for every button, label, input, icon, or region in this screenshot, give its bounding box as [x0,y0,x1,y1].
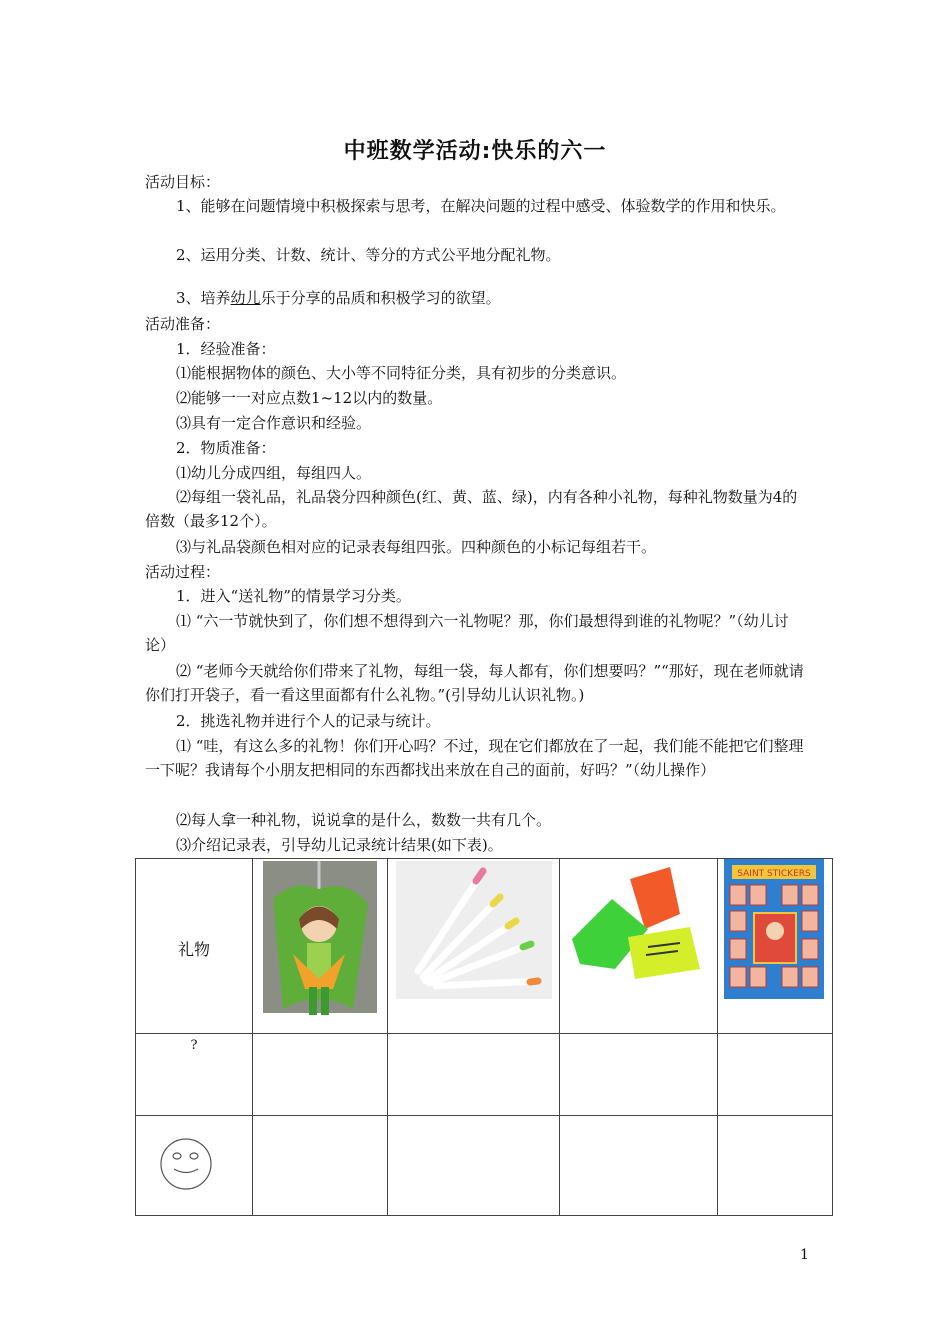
proc-1: 1．进入“送礼物”的情景学习分类。 [176,587,411,605]
count-label-cell [136,1034,253,1116]
gift-cell-pens [388,859,560,1034]
count-label: ? [190,1038,198,1053]
count-cell [560,1034,718,1116]
goal-3 [176,286,501,310]
proc-2b: ⑵每人拿一种礼物，说说拿的是什么，数数一共有几个。 [176,811,552,829]
smile-cell [560,1116,718,1216]
prep-1: 1．经验准备： [176,340,276,358]
table-row-smile [136,1116,833,1216]
prep-1b: ⑵能够一一对应点数1~12以内的数量。 [176,389,443,407]
gift-cell-stickers [718,859,833,1034]
page-title: 中班数学活动:快乐的六一 [343,139,607,164]
goal-3-post: 乐于分享的品质和积极学习的欲望。 [260,289,501,307]
smiley-face-icon [136,1116,251,1214]
process-heading: 活动过程： [145,563,221,581]
count-cell [253,1034,388,1116]
gift-cell-erasers [560,859,718,1034]
erasers-image [560,859,716,1032]
prep-2c: ⑶与礼品袋颜色相对应的记录表每组四张。四种颜色的小标记每组若干。 [176,538,657,556]
prep-2a: ⑴幼儿分成四组，每组四人。 [176,464,372,482]
colored-pens-image [388,859,558,1032]
proc-1b: ⑵ “老师今天就给你们带来了礼物，每组一袋，每人都有，你们想要吗？”“那好，现在老师就请你们打开袋子，看一看这里面都有什么礼物。”(引导幼儿认识礼物。) [145,662,804,704]
goal-1: 1、能够在问题情境中积极探索与思考，在解决问题的过程中感受、体验数学的作用和快乐。 [176,197,786,215]
sticker-title: SAINT STICKERS [737,869,811,879]
smile-label-cell [136,1116,253,1216]
smile-cell [718,1116,833,1216]
prep-heading: 活动准备： [145,315,221,333]
goal-2: 2、运用分类、计数、统计、等分的方式公平地分配礼物。 [176,246,561,264]
goal-3-pre: 3、培养 [176,289,231,307]
count-cell [388,1034,560,1116]
doll-keychain-image [253,859,386,1032]
page-number: 1 [800,1247,809,1263]
proc-2c: ⑶介绍记录表，引导幼儿记录统计结果(如下表)。 [176,836,503,854]
proc-2a: ⑴ “哇，有这么多的礼物！你们开心吗？不过，现在它们都放在了一起，我们能不能把它们整理一下呢？我请每个小朋友把相同的东西都找出来放在自己的面前，好吗？”（幼儿操作） [145,737,804,779]
gift-label-cell [136,859,253,1034]
goal-3-underlined: 幼儿 [230,289,261,307]
table-row-gifts [136,859,833,1034]
proc-1a: ⑴ “六一节就快到了，你们想不想得到六一礼物呢？那，你们最想得到谁的礼物呢？”（幼儿讨论） [145,612,789,654]
smile-cell [253,1116,388,1216]
gift-cell-doll [253,859,388,1034]
count-cell [718,1034,833,1116]
record-table [135,858,833,1216]
smile-cell [388,1116,560,1216]
sticker-sheet-image [718,859,831,1032]
prep-1c: ⑶具有一定合作意识和经验。 [176,414,372,432]
goals-heading: 活动目标： [145,173,221,191]
prep-2b: ⑵每组一袋礼品，礼品袋分四种颜色(红、黄、蓝、绿)，内有各种小礼物，每种礼物数量为4的倍数（最多12个）。 [145,488,798,530]
table-row-count [136,1034,833,1116]
prep-2: 2．物质准备： [176,439,276,457]
prep-1a: ⑴能根据物体的颜色、大小等不同特征分类，具有初步的分类意识。 [176,364,627,382]
proc-2: 2．挑选礼物并进行个人的记录与统计。 [176,712,441,730]
gift-label: 礼物 [177,940,210,959]
